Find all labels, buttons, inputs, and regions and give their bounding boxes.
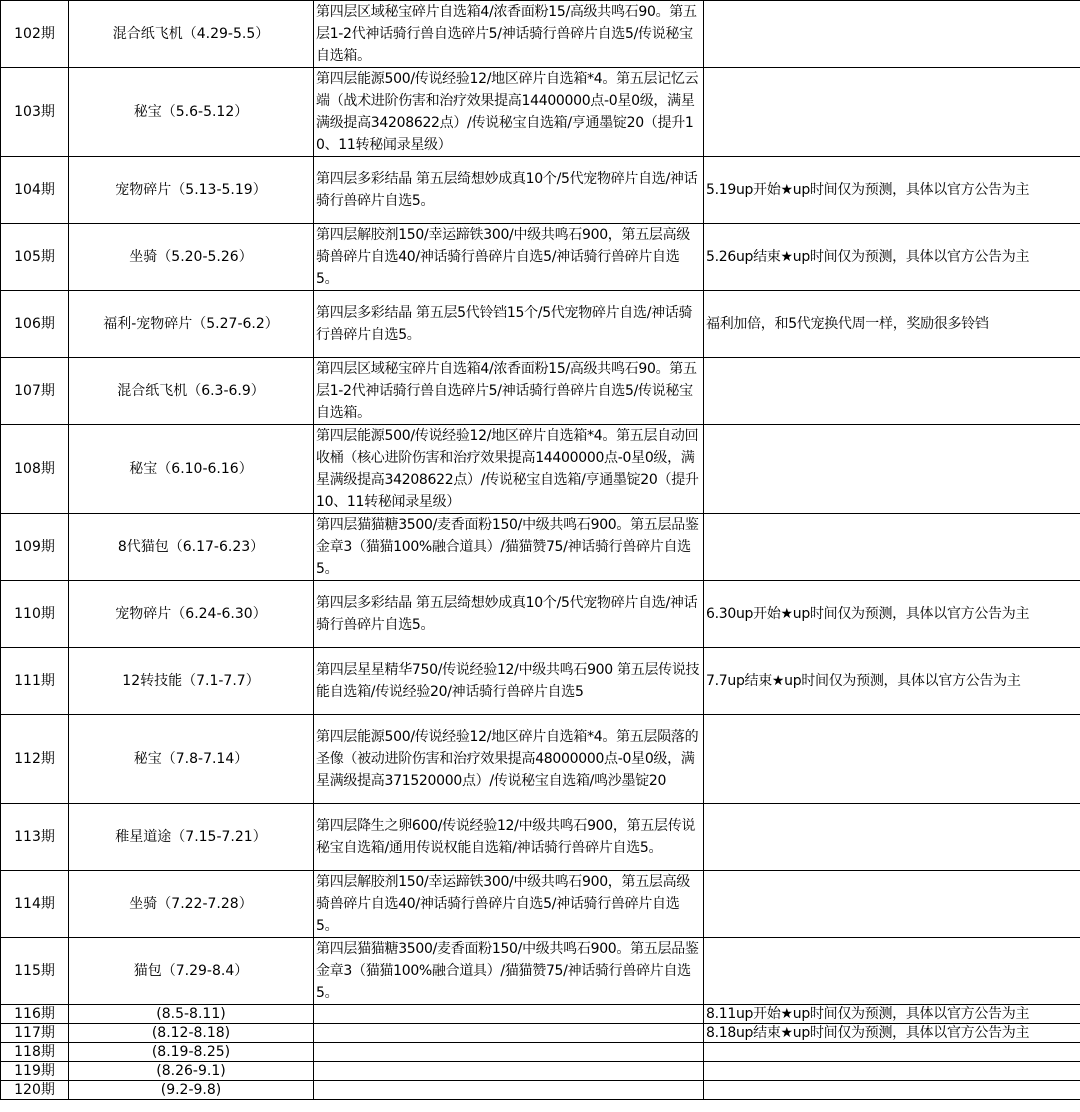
period-cell: 103期 bbox=[1, 68, 69, 157]
note-cell bbox=[704, 514, 1080, 581]
theme-cell: 坐骑（5.20-5.26） bbox=[69, 224, 314, 291]
period-cell: 111期 bbox=[1, 648, 69, 715]
theme-cell: 秘宝（6.10-6.16） bbox=[69, 425, 314, 514]
theme-cell: 混合纸飞机（4.29-5.5） bbox=[69, 1, 314, 68]
theme-cell: (9.2-9.8) bbox=[69, 1081, 314, 1100]
note-cell bbox=[704, 1062, 1080, 1081]
note-cell bbox=[704, 871, 1080, 938]
table-row bbox=[1, 1043, 1080, 1062]
note-cell bbox=[704, 938, 1080, 1005]
period-cell: 105期 bbox=[1, 224, 69, 291]
reward-cell: 第四层多彩结晶 第五层5代铃铛15个/5代宠物碎片自选/神话骑行兽碎片自选5。 bbox=[314, 291, 704, 358]
table-row bbox=[1, 157, 1080, 224]
table-row bbox=[1, 581, 1080, 648]
theme-cell: 秘宝（5.6-5.12） bbox=[69, 68, 314, 157]
period-cell: 109期 bbox=[1, 514, 69, 581]
theme-cell: (8.5-8.11) bbox=[69, 1005, 314, 1024]
note-cell: 8.11up开始★up时间仅为预测，具体以官方公告为主 bbox=[704, 1005, 1080, 1024]
theme-cell: 8代猫包（6.17-6.23） bbox=[69, 514, 314, 581]
period-cell: 107期 bbox=[1, 358, 69, 425]
theme-cell: (8.19-8.25) bbox=[69, 1043, 314, 1062]
period-cell: 110期 bbox=[1, 581, 69, 648]
reward-cell: 第四层能源500/传说经验12/地区碎片自选箱*4。第五层记忆云端（战术进阶伤害和治疗效果提高14400000点-0星0级，满星满级提高34208622点）/传说秘宝自选箱/亨通墨锭20（提升10、11转秘闻录星级） bbox=[314, 68, 704, 157]
note-cell bbox=[704, 1, 1080, 68]
reward-cell: 第四层星星精华750/传说经验12/中级共鸣石900 第五层传说技能自选箱/传说经验20/神话骑行兽碎片自选5 bbox=[314, 648, 704, 715]
note-cell: 8.18up结束★up时间仅为预测，具体以官方公告为主 bbox=[704, 1024, 1080, 1043]
theme-cell: 稚星道途（7.15-7.21） bbox=[69, 804, 314, 871]
schedule-body bbox=[1, 1, 1080, 1100]
table-row bbox=[1, 1024, 1080, 1043]
reward-cell bbox=[314, 1081, 704, 1100]
note-cell: 7.7up结束★up时间仅为预测，具体以官方公告为主 bbox=[704, 648, 1080, 715]
reward-cell: 第四层降生之卵600/传说经验12/中级共鸣石900，第五层传说秘宝自选箱/通用传说权能自选箱/神话骑行兽碎片自选5。 bbox=[314, 804, 704, 871]
note-cell bbox=[704, 1043, 1080, 1062]
table-row bbox=[1, 291, 1080, 358]
table-row bbox=[1, 514, 1080, 581]
note-cell: 5.19up开始★up时间仅为预测，具体以官方公告为主 bbox=[704, 157, 1080, 224]
note-cell: 5.26up结束★up时间仅为预测，具体以官方公告为主 bbox=[704, 224, 1080, 291]
theme-cell: 12转技能（7.1-7.7） bbox=[69, 648, 314, 715]
note-cell bbox=[704, 715, 1080, 804]
note-cell bbox=[704, 425, 1080, 514]
period-cell: 118期 bbox=[1, 1043, 69, 1062]
period-cell: 104期 bbox=[1, 157, 69, 224]
note-cell bbox=[704, 68, 1080, 157]
period-cell: 102期 bbox=[1, 1, 69, 68]
theme-cell: 宠物碎片（5.13-5.19） bbox=[69, 157, 314, 224]
table-row bbox=[1, 68, 1080, 157]
table-row bbox=[1, 224, 1080, 291]
reward-cell: 第四层能源500/传说经验12/地区碎片自选箱*4。第五层陨落的圣像（被动进阶伤害和治疗效果提高48000000点-0星0级，满星满级提高371520000点）/传说秘宝自选箱/鸣沙墨锭20 bbox=[314, 715, 704, 804]
reward-cell: 第四层解胶剂150/幸运蹄铁300/中级共鸣石900，第五层高级骑兽碎片自选40/神话骑行兽碎片自选5/神话骑行兽碎片自选5。 bbox=[314, 224, 704, 291]
table-row bbox=[1, 425, 1080, 514]
period-cell: 119期 bbox=[1, 1062, 69, 1081]
theme-cell: 宠物碎片（6.24-6.30） bbox=[69, 581, 314, 648]
reward-cell: 第四层多彩结晶 第五层绮想妙成真10个/5代宠物碎片自选/神话骑行兽碎片自选5。 bbox=[314, 157, 704, 224]
period-cell: 120期 bbox=[1, 1081, 69, 1100]
theme-cell: 坐骑（7.22-7.28） bbox=[69, 871, 314, 938]
period-cell: 116期 bbox=[1, 1005, 69, 1024]
theme-cell: (8.26-9.1) bbox=[69, 1062, 314, 1081]
reward-cell bbox=[314, 1043, 704, 1062]
table-row bbox=[1, 1, 1080, 68]
note-cell bbox=[704, 1081, 1080, 1100]
reward-cell: 第四层解胶剂150/幸运蹄铁300/中级共鸣石900，第五层高级骑兽碎片自选40/神话骑行兽碎片自选5/神话骑行兽碎片自选5。 bbox=[314, 871, 704, 938]
period-cell: 114期 bbox=[1, 871, 69, 938]
table-row bbox=[1, 938, 1080, 1005]
reward-cell: 第四层区域秘宝碎片自选箱4/浓香面粉15/高级共鸣石90。第五层1-2代神话骑行兽自选碎片5/神话骑行兽碎片自选5/传说秘宝自选箱。 bbox=[314, 358, 704, 425]
note-cell bbox=[704, 804, 1080, 871]
reward-cell: 第四层猫猫糖3500/麦香面粉150/中级共鸣石900。第五层品鉴金章3（猫猫100%融合道具）/猫猫赞75/神话骑行兽碎片自选5。 bbox=[314, 514, 704, 581]
period-cell: 117期 bbox=[1, 1024, 69, 1043]
table-row bbox=[1, 1062, 1080, 1081]
note-cell bbox=[704, 358, 1080, 425]
table-row bbox=[1, 715, 1080, 804]
period-cell: 106期 bbox=[1, 291, 69, 358]
theme-cell: (8.12-8.18) bbox=[69, 1024, 314, 1043]
table-row bbox=[1, 871, 1080, 938]
theme-cell: 秘宝（7.8-7.14） bbox=[69, 715, 314, 804]
table-row bbox=[1, 648, 1080, 715]
table-row bbox=[1, 804, 1080, 871]
reward-cell: 第四层区域秘宝碎片自选箱4/浓香面粉15/高级共鸣石90。第五层1-2代神话骑行兽自选碎片5/神话骑行兽碎片自选5/传说秘宝自选箱。 bbox=[314, 1, 704, 68]
period-cell: 113期 bbox=[1, 804, 69, 871]
table-row bbox=[1, 358, 1080, 425]
table-row bbox=[1, 1081, 1080, 1100]
theme-cell: 混合纸飞机（6.3-6.9） bbox=[69, 358, 314, 425]
table-row bbox=[1, 1005, 1080, 1024]
note-cell: 6.30up开始★up时间仅为预测，具体以官方公告为主 bbox=[704, 581, 1080, 648]
theme-cell: 福利-宠物碎片（5.27-6.2） bbox=[69, 291, 314, 358]
period-cell: 112期 bbox=[1, 715, 69, 804]
reward-cell: 第四层能源500/传说经验12/地区碎片自选箱*4。第五层自动回收桶（核心进阶伤害和治疗效果提高14400000点-0星0级，满星满级提高34208622点）/传说秘宝自选箱/亨通墨锭20（提升10、11转秘闻录星级） bbox=[314, 425, 704, 514]
note-cell: 福利加倍，和5代宠换代周一样，奖励很多铃铛 bbox=[704, 291, 1080, 358]
theme-cell: 猫包（7.29-8.4） bbox=[69, 938, 314, 1005]
reward-cell: 第四层多彩结晶 第五层绮想妙成真10个/5代宠物碎片自选/神话骑行兽碎片自选5。 bbox=[314, 581, 704, 648]
period-cell: 108期 bbox=[1, 425, 69, 514]
reward-cell bbox=[314, 1024, 704, 1043]
reward-cell bbox=[314, 1062, 704, 1081]
reward-cell: 第四层猫猫糖3500/麦香面粉150/中级共鸣石900。第五层品鉴金章3（猫猫100%融合道具）/猫猫赞75/神话骑行兽碎片自选5。 bbox=[314, 938, 704, 1005]
reward-cell bbox=[314, 1005, 704, 1024]
period-cell: 115期 bbox=[1, 938, 69, 1005]
